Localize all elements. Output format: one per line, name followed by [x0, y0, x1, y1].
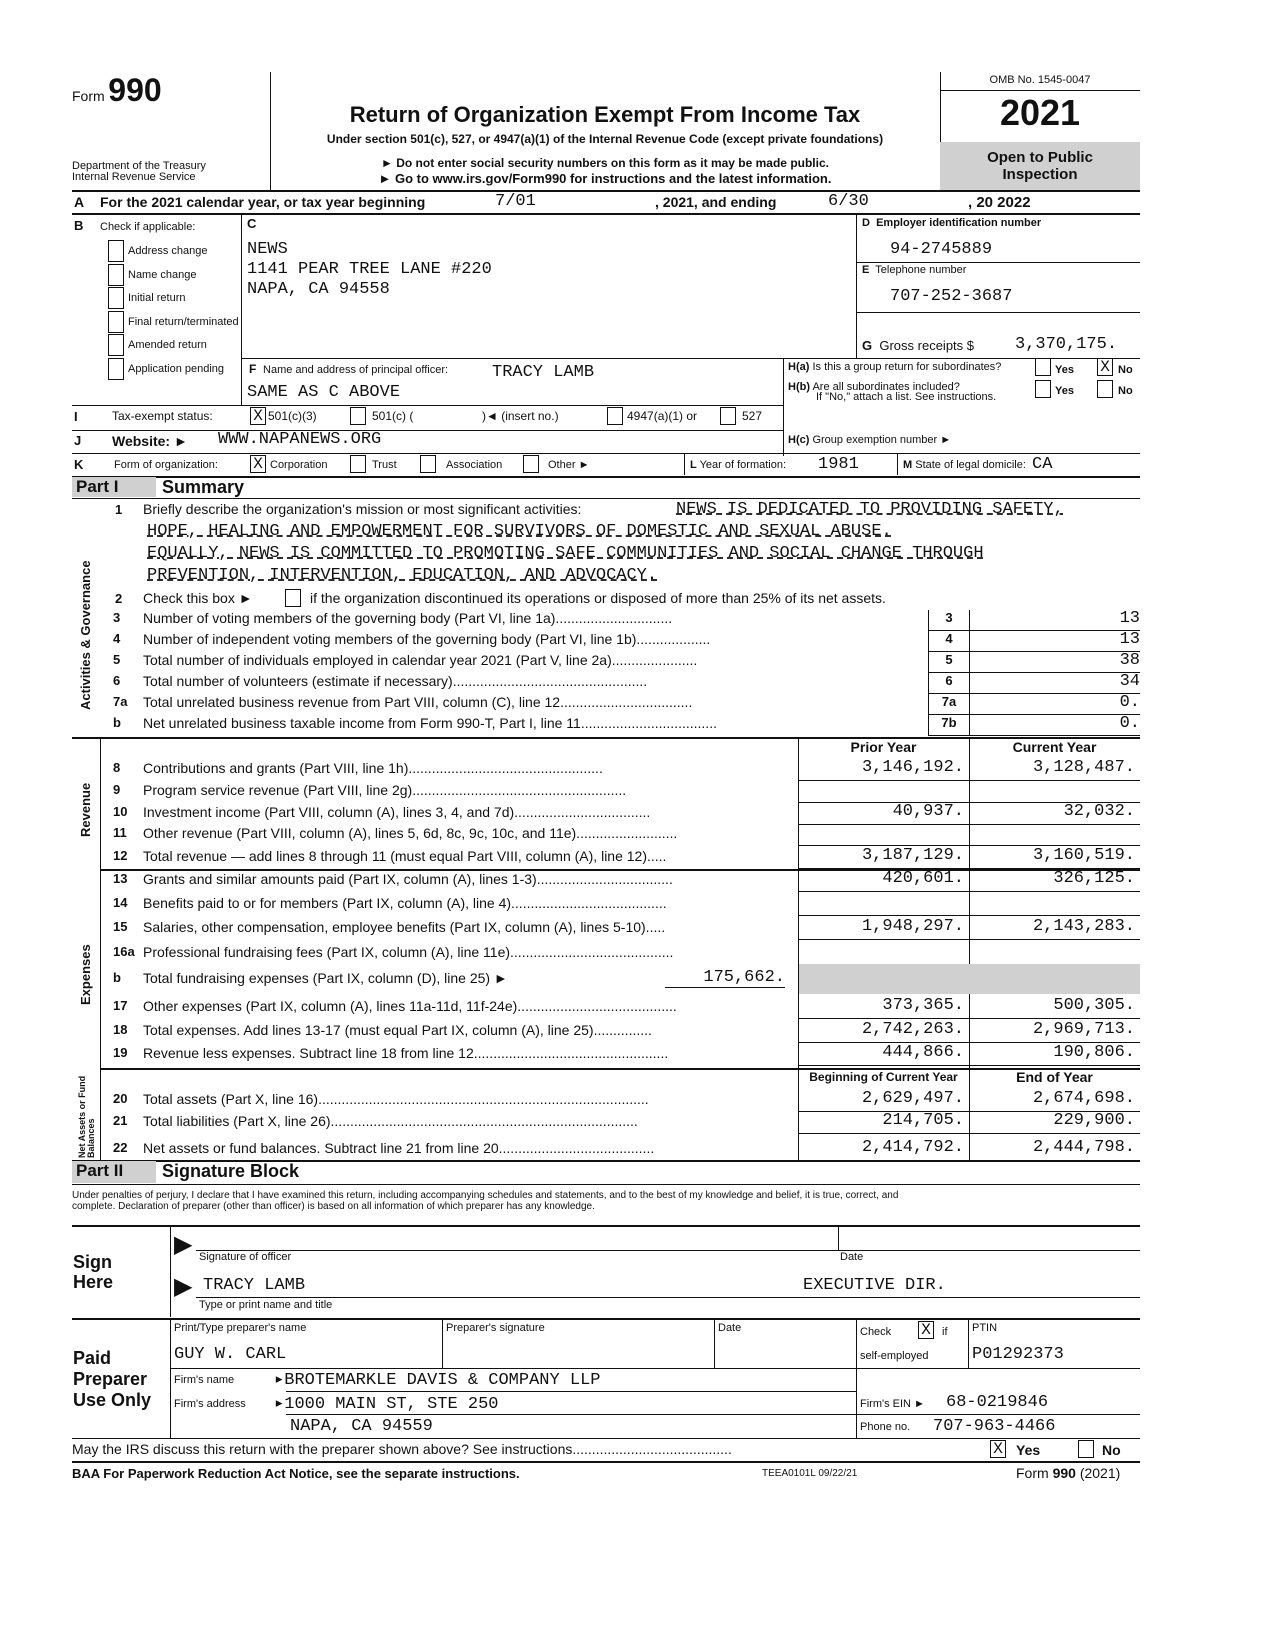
instructions-notice: ► Go to www.irs.gov/Form990 for instructions and the latest information. [378, 171, 832, 186]
summary-line [105, 968, 1140, 990]
preparer-date-label: Date [718, 1322, 742, 1334]
line-description: Total revenue — add lines 8 through 11 (must equal Part VIII, column (A), line 12)..... [143, 848, 667, 864]
side-label-expenses: Expenses [78, 944, 93, 1005]
col-header-prior-year: Prior Year [850, 739, 917, 755]
tax-exempt-status-label: Tax-exempt status: [112, 409, 213, 423]
firm-ein-label: Firm's EIN ► [860, 1398, 925, 1410]
checkbox-1[interactable] [108, 264, 124, 286]
mission-line: PREVENTION, INTERVENTION, EDUCATION, AND ADVOCACY. [147, 566, 658, 585]
summary-line [105, 629, 1140, 651]
line-description: Total liabilities (Part X, line 26)............................................................................... [143, 1113, 638, 1129]
current-year-value: 3,128,487. [1032, 758, 1135, 777]
line-value: 0. [1119, 693, 1140, 712]
summary-line [105, 1020, 1140, 1042]
501c3-checkbox[interactable]: X [250, 407, 266, 425]
other-checkbox[interactable] [523, 455, 539, 473]
current-year-value: 190,806. [1053, 1043, 1135, 1062]
line-number: 8 [113, 760, 121, 775]
line-number: 13 [113, 871, 128, 886]
ssn-notice: ► Do not enter social security numbers on this form as it may be made public. [381, 156, 829, 170]
discuss-yes-label: Yes [1016, 1442, 1041, 1458]
preparer-name-label: Print/Type preparer's name [174, 1322, 307, 1334]
line-b-label: B [74, 218, 84, 233]
line-number: 18 [113, 1022, 128, 1037]
check-item-label: Name change [128, 268, 197, 281]
line-description: Total number of individuals employed in calendar year 2021 (Part V, line 2a)...................... [143, 652, 698, 668]
check-item-label: Final return/terminated [128, 315, 239, 328]
line-number: 16a [113, 944, 135, 959]
checkbox-4[interactable] [108, 334, 124, 356]
line-number: 9 [113, 782, 121, 797]
line-box-number: 6 [928, 673, 970, 693]
line-description: Total expenses. Add lines 13-17 (must equal Part IX, column (A), line 25)............... [143, 1022, 652, 1038]
name-title-label: Type or print name and title [199, 1299, 333, 1311]
summary-line [105, 758, 1140, 780]
firm-phone-value: 707-963-4466 [933, 1417, 1056, 1436]
summary-line [105, 942, 1140, 964]
line-number: 19 [113, 1045, 128, 1060]
line-value: 34 [1119, 672, 1140, 691]
summary-line [105, 692, 1140, 714]
hb-no-label: No [1118, 385, 1133, 397]
line-number: 11 [113, 825, 127, 840]
summary-line [105, 893, 1140, 915]
line-box-number: 5 [928, 652, 970, 672]
officer-title: F Name and address of principal officer: [249, 362, 449, 376]
gross-receipts-title: G Gross receipts $ [862, 338, 975, 353]
prior-year-value: 420,601. [882, 869, 964, 888]
phone-value: 707-252-3687 [890, 287, 1013, 306]
line-1-num: 1 [115, 502, 123, 517]
line-a-label: A [74, 194, 85, 210]
ha-no-label: No [1118, 364, 1133, 376]
tax-year-end: 6/30 [828, 192, 869, 211]
summary-line [105, 1138, 1140, 1160]
check-item-label: Initial return [128, 292, 186, 304]
signature-officer-label: Signature of officer [199, 1251, 292, 1263]
paid-preparer-label: Paid Preparer Use Only [73, 1348, 152, 1410]
line-a-mid: , 2021, and ending [655, 194, 777, 210]
527-checkbox[interactable] [720, 407, 736, 425]
line-description: Total fundraising expenses (Part IX, column (D), line 25) ► [143, 970, 508, 986]
checkbox-3[interactable] [108, 311, 124, 333]
form-code: TEEA0101L 09/22/21 [762, 1468, 858, 1479]
irs-discuss-question: May the IRS discuss this return with the preparer shown above? See instructions......................................... [72, 1441, 732, 1457]
phone-title: E Telephone number [862, 264, 967, 276]
perjury-statement: Under penalties of perjury, I declare that I have examined this return, including accompanying schedules and statements, and to the best of my knowledge and belief, it is true, correct, and complete. Declaration of preparer (other than officer) is based on all information of which preparer has any knowledge. [72, 1190, 899, 1212]
ha-question: H(a) Is this a group return for subordinates? [788, 361, 1002, 373]
line-number: 15 [113, 919, 128, 934]
line-number: 12 [113, 848, 128, 863]
prior-year-value: 1,948,297. [861, 917, 964, 936]
tax-year: 2021 [999, 92, 1081, 133]
firm-address: ▸1000 MAIN ST, STE 250 [274, 1395, 499, 1414]
open-to-public: Open to Public Inspection [940, 142, 1140, 190]
part-ii-label: Part II [72, 1161, 156, 1183]
arrow-icon: ▶ [174, 1273, 193, 1300]
form-of-org-label: Form of organization: [114, 459, 218, 471]
checkbox-0[interactable] [108, 240, 124, 262]
line-box-number: 7a [928, 694, 970, 714]
line-box-number: 7b [928, 715, 970, 735]
footer-form-label: Form 990 (2021) [1016, 1465, 1121, 1481]
current-year-value: 500,305. [1053, 996, 1135, 1015]
line-box-number: 3 [928, 610, 970, 630]
ptin-label: PTIN [972, 1322, 998, 1334]
current-year-value: 2,969,713. [1032, 1020, 1135, 1039]
side-label-net-assets: Net Assets or Fund Balances [77, 1075, 96, 1158]
firm-name: ▸BROTEMARKLE DAVIS & COMPANY LLP [274, 1371, 601, 1390]
501c-label: 501(c) ( [372, 409, 414, 423]
mission-line: NEWS IS DEDICATED TO PROVIDING SAFETY, [676, 500, 1064, 519]
line-2-num: 2 [115, 591, 123, 606]
firm-name-label: Firm's name [174, 1374, 235, 1386]
line-number: 4 [113, 631, 121, 646]
line-a-text: For the 2021 calendar year, or tax year beginning [100, 194, 426, 210]
ha-no-checkbox[interactable]: X [1097, 358, 1113, 376]
side-label-revenue: Revenue [78, 782, 93, 837]
year-formation-value: 1981 [818, 455, 859, 474]
prior-year-value: 373,365. [882, 996, 964, 1015]
arrow-icon: ▶ [174, 1231, 193, 1258]
trust-label: Trust [372, 459, 397, 471]
checkbox-5[interactable] [108, 358, 124, 380]
discontinued-checkbox[interactable] [285, 589, 301, 607]
association-checkbox[interactable] [420, 455, 436, 473]
current-year-value: 2,444,798. [1032, 1138, 1135, 1157]
part-i-title: Summary [162, 477, 245, 497]
sign-here-label: Sign Here [73, 1252, 114, 1292]
line-number: 10 [113, 804, 128, 819]
line-value: 13 [1119, 630, 1140, 649]
summary-line [105, 608, 1140, 630]
association-label: Association [446, 459, 503, 471]
mission-line: HOPE, HEALING AND EMPOWERMENT FOR SURVIVORS OF DOMESTIC AND SEXUAL ABUSE. [147, 522, 892, 541]
line-number: 21 [113, 1113, 128, 1128]
prior-year-value: 214,705. [882, 1111, 964, 1130]
officer-address: SAME AS C ABOVE [247, 383, 401, 402]
ein-value: 94-2745889 [890, 240, 993, 259]
prior-year-value: 3,146,192. [861, 758, 964, 777]
officer-printed-name: TRACY LAMB [203, 1276, 306, 1295]
fundraising-expenses-value: 175,662. [665, 968, 785, 988]
summary-line [105, 713, 1140, 735]
line-number: b [113, 970, 121, 985]
hb-question: H(b) Are all subordinates included? If "No," attach a list. See instructions. [788, 381, 997, 403]
hc-label: H(c) Group exemption number ► [788, 434, 952, 446]
prior-year-value: 2,414,792. [861, 1138, 964, 1157]
firm-ein-value: 68-0219846 [946, 1393, 1049, 1412]
part-ii-title: Signature Block [162, 1161, 300, 1181]
line-description: Other expenses (Part IX, column (A), lines 11a-11d, 11f-24e)......................................... [143, 998, 677, 1014]
summary-line [105, 802, 1140, 824]
preparer-signature-label: Preparer's signature [446, 1322, 545, 1334]
signature-date-label: Date [840, 1251, 864, 1263]
hb-no-checkbox[interactable] [1097, 380, 1113, 398]
department: Department of the Treasury Internal Revenue Service [72, 160, 206, 183]
self-employed-label: self-employed [860, 1350, 929, 1362]
other-label: Other ► [548, 459, 590, 471]
form-title: Return of Organization Exempt From Income Tax [349, 102, 861, 127]
paperwork-notice: BAA For Paperwork Reduction Act Notice, see the separate instructions. [72, 1466, 520, 1481]
officer-name: TRACY LAMB [492, 363, 595, 382]
line-description: Salaries, other compensation, employee benefits (Part IX, column (A), lines 5-10)..... [143, 919, 666, 935]
current-year-value: 2,674,698. [1032, 1089, 1135, 1108]
summary-line [105, 917, 1140, 939]
discuss-no-checkbox[interactable] [1078, 1440, 1094, 1458]
organization-name-address: NEWS 1141 PEAR TREE LANE #220 NAPA, CA 94558 [247, 240, 492, 299]
line-1-text: Briefly describe the organization's mission or most significant activities: [143, 501, 582, 517]
line-description: Program service revenue (Part VIII, line 2g)....................................................... [143, 782, 627, 798]
line-value: 0. [1119, 714, 1140, 733]
check-if-applicable: Check if applicable: [100, 221, 196, 233]
line-description: Professional fundraising fees (Part IX, column (A), line 11e).......................................... [143, 944, 674, 960]
state-domicile-label: M State of legal domicile: [903, 459, 1026, 471]
line-c-label: C [247, 216, 257, 231]
line-description: Total number of volunteers (estimate if necessary).................................................. [143, 673, 648, 689]
check-item-label: Amended return [128, 339, 207, 351]
ein-title: D Employer identification number [862, 217, 1042, 229]
line-number: 7a [113, 694, 128, 709]
line-description: Total assets (Part X, line 16)..................................................................................... [143, 1091, 649, 1107]
prior-year-value: 40,937. [892, 802, 964, 821]
ha-yes-label: Yes [1055, 364, 1074, 376]
side-label-governance: Activities & Governance [78, 560, 93, 710]
state-domicile-value: CA [1032, 455, 1053, 474]
col-header-current-year: Current Year [1012, 739, 1097, 755]
col-header-begin-year: Beginning of Current Year [809, 1070, 958, 1084]
mission-line: EQUALLY, NEWS IS COMMITTED TO PROMOTING SAFE COMMUNITIES AND SOCIAL CHANGE THROUGH [147, 544, 984, 563]
form-number: Form 990 [72, 72, 162, 108]
hb-yes-label: Yes [1055, 385, 1074, 397]
line-description: Contributions and grants (Part VIII, line 1h).................................................. [143, 760, 603, 776]
self-employed-checkbox[interactable]: X [918, 1321, 934, 1339]
form-subtitle: Under section 501(c), 527, or 4947(a)(1) of the Internal Revenue Code (except private foundations) [326, 132, 884, 146]
line-i-label: I [74, 409, 78, 424]
summary-line [105, 650, 1140, 672]
hb-yes-checkbox[interactable] [1035, 380, 1051, 398]
discuss-no-label: No [1102, 1442, 1121, 1458]
line-description: Benefits paid to or for members (Part IX, column (A), line 4)........................................ [143, 895, 667, 911]
line-number: 20 [113, 1091, 128, 1106]
tax-year-begin: 7/01 [495, 192, 536, 211]
line-value: 38 [1119, 651, 1140, 670]
summary-line [105, 846, 1140, 868]
summary-line [105, 869, 1140, 891]
omb-number: OMB No. 1545-0047 [989, 74, 1091, 86]
prior-year-value: 444,866. [882, 1043, 964, 1062]
501c3-label: 501(c)(3) [268, 409, 317, 423]
line-number: 22 [113, 1140, 128, 1155]
line-description: Number of voting members of the governing body (Part VI, line 1a).............................. [143, 610, 673, 626]
line-description: Net assets or fund balances. Subtract line 21 from line 20........................................ [143, 1140, 655, 1156]
line-number: 5 [113, 652, 121, 667]
ha-yes-checkbox[interactable] [1035, 358, 1051, 376]
line-description: Net unrelated business taxable income from Form 990-T, Part I, line 11................................... [143, 715, 717, 731]
preparer-name: GUY W. CARL [174, 1345, 287, 1364]
checkbox-2[interactable] [108, 287, 124, 309]
officer-title-value: EXECUTIVE DIR. [803, 1276, 946, 1295]
527-label: 527 [742, 409, 763, 423]
corporation-label: Corporation [270, 459, 328, 471]
firm-phone-label: Phone no. [860, 1421, 911, 1433]
line-j-label: J [74, 433, 82, 448]
summary-line [105, 780, 1140, 802]
501c-checkbox[interactable] [350, 407, 366, 425]
current-year-value: 2,143,283. [1032, 917, 1135, 936]
trust-checkbox[interactable] [350, 455, 366, 473]
4947-checkbox[interactable] [607, 407, 623, 425]
line-2-text: Check this box ► [143, 590, 253, 606]
line-value: 13 [1119, 609, 1140, 628]
line-number: 17 [113, 998, 128, 1013]
line-k-label: K [74, 457, 84, 472]
current-year-value: 32,032. [1063, 802, 1135, 821]
current-year-value: 3,160,519. [1032, 846, 1135, 865]
line-description: Number of independent voting members of the governing body (Part VI, line 1b)................... [143, 631, 711, 647]
line-number: 3 [113, 610, 121, 625]
firm-address-label: Firm's address [174, 1398, 246, 1410]
line-number: 14 [113, 895, 128, 910]
year-formation-label: L Year of formation: [690, 459, 787, 471]
prior-year-value: 3,187,129. [861, 846, 964, 865]
ptin-value: P01292373 [972, 1345, 1064, 1364]
current-year-value: 326,125. [1053, 869, 1135, 888]
check-item-label: Address change [128, 245, 208, 257]
line-description: Grants and similar amounts paid (Part IX, column (A), lines 1-3)................................... [143, 871, 673, 887]
4947-label: 4947(a)(1) or [627, 409, 698, 423]
current-year-value: 229,900. [1053, 1111, 1135, 1130]
firm-city: NAPA, CA 94559 [290, 1417, 433, 1436]
summary-line [105, 671, 1140, 693]
if-label: if [942, 1326, 948, 1338]
gross-receipts-value: 3,370,175. [1015, 335, 1118, 354]
summary-line [105, 1089, 1140, 1111]
line-description: Other revenue (Part VIII, column (A), lines 5, 6d, 8c, 9c, 10c, and 11e).......................... [143, 825, 678, 841]
discuss-yes-checkbox[interactable]: X [990, 1440, 1006, 1458]
line-2-text-b: if the organization discontinued its operations or disposed of more than 25% of its net assets. [310, 590, 886, 606]
line-description: Investment income (Part VIII, column (A), lines 3, 4, and 7d)................................... [143, 804, 651, 820]
line-number: b [113, 715, 121, 730]
tax-year-end-year: , 20 2022 [968, 194, 1031, 211]
check-label: Check [860, 1326, 892, 1338]
line-description: Revenue less expenses. Subtract line 18 from line 12.................................................. [143, 1045, 669, 1061]
summary-line [105, 996, 1140, 1018]
summary-line [105, 1111, 1140, 1133]
summary-line [105, 823, 1140, 845]
corporation-checkbox[interactable]: X [250, 455, 266, 473]
check-item-label: Application pending [128, 362, 225, 375]
col-header-end-year: End of Year [1016, 1069, 1093, 1085]
website-value[interactable]: WWW.NAPANEWS.ORG [218, 430, 382, 449]
line-description: Total unrelated business revenue from Part VIII, column (C), line 12.................................. [143, 694, 693, 710]
prior-year-value: 2,629,497. [861, 1089, 964, 1108]
part-i-label: Part I [72, 477, 156, 497]
prior-year-value: 2,742,263. [861, 1020, 964, 1039]
line-box-number: 4 [928, 631, 970, 651]
summary-line [105, 1043, 1140, 1065]
line-number: 6 [113, 673, 121, 688]
insert-no-label: )◄ (insert no.) [482, 409, 559, 423]
website-label: Website: ► [112, 433, 188, 449]
